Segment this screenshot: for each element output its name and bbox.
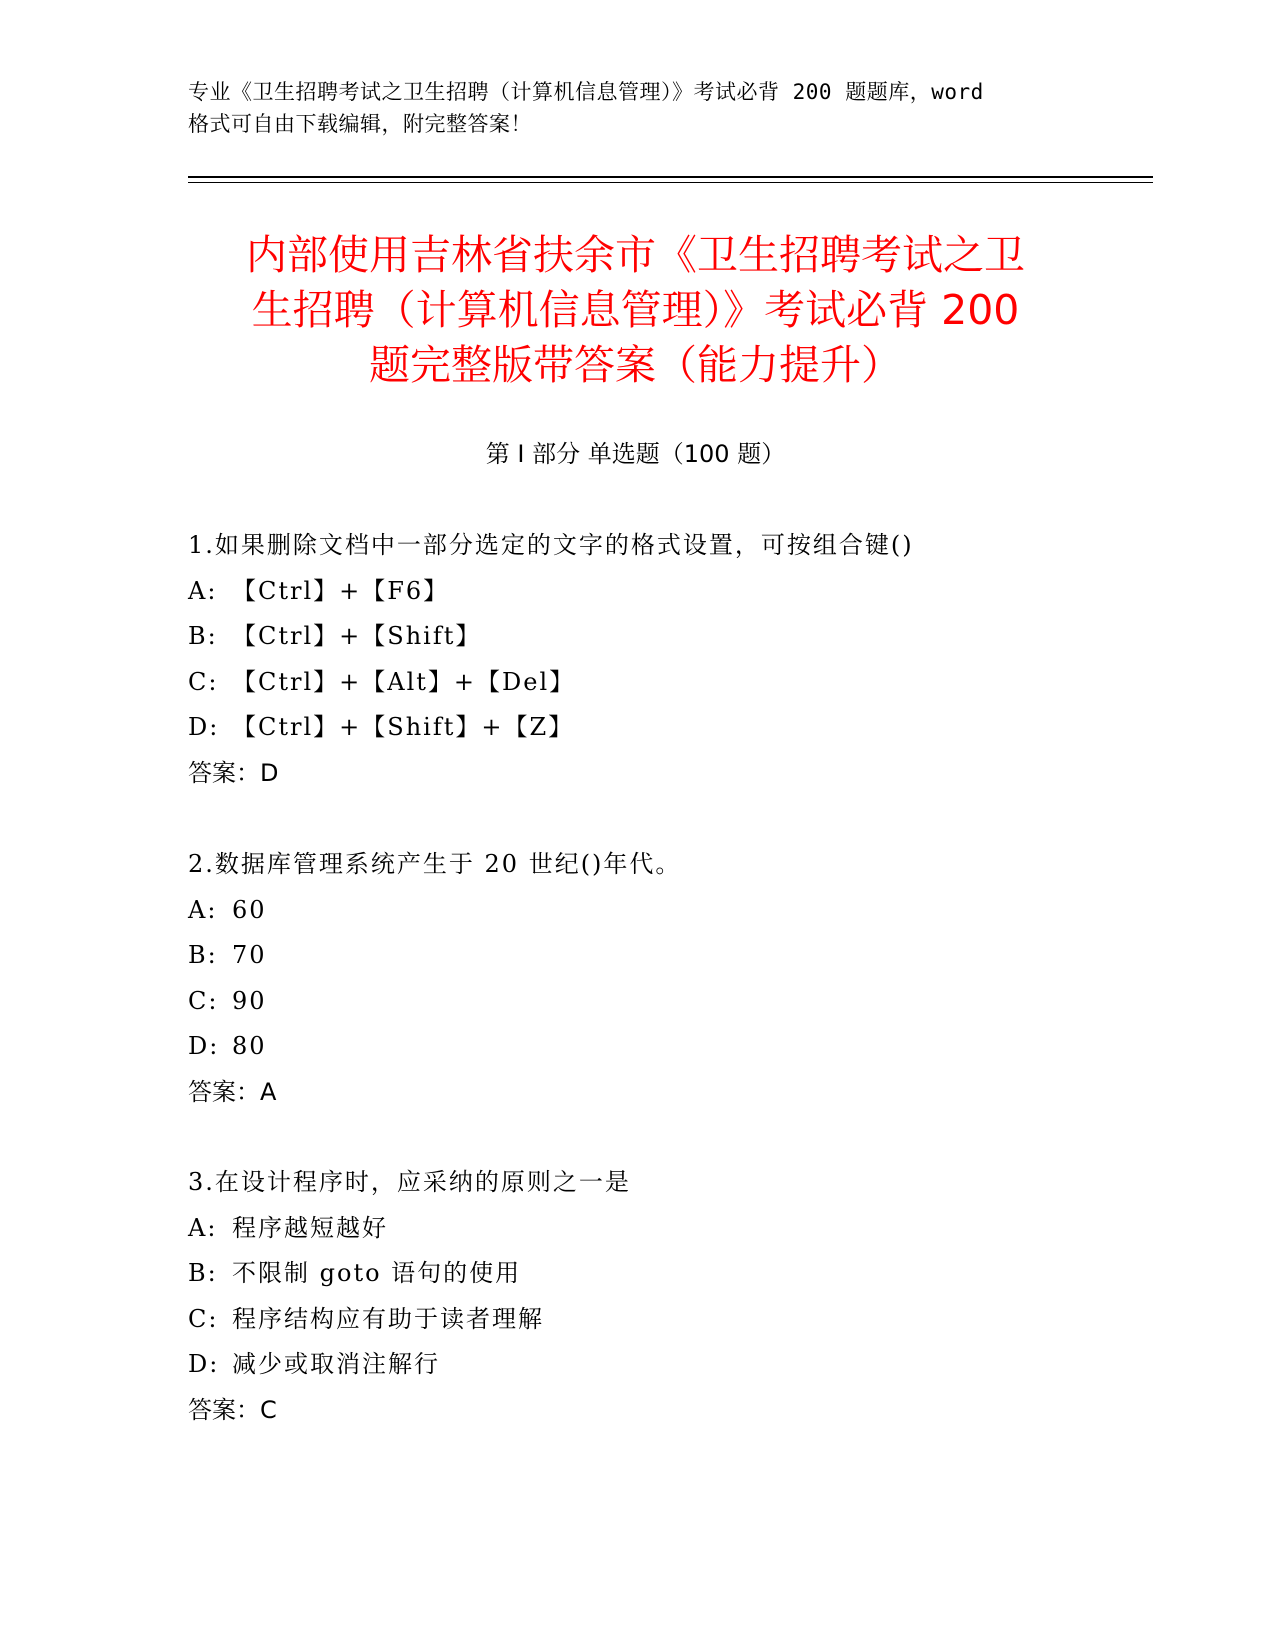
option-text: 70	[232, 941, 267, 969]
answer-text: 答案：D	[188, 758, 279, 787]
question-block	[188, 842, 1138, 1115]
answer-text: 答案：C	[188, 1395, 277, 1424]
option-text: 90	[232, 986, 267, 1015]
option-letter: B:	[188, 941, 218, 969]
option-a	[188, 888, 1138, 934]
document-title	[188, 228, 1083, 393]
document-title-line-2: 生招聘（计算机信息管理）》考试必背 200	[251, 286, 1020, 334]
header-divider-thick	[188, 176, 1153, 178]
option-letter: A:	[188, 576, 218, 605]
option-d	[188, 705, 1138, 751]
question-text: 2.数据库管理系统产生于 20 世纪()年代。	[188, 850, 682, 878]
option-a	[188, 569, 1138, 615]
option-letter: A:	[188, 1213, 218, 1242]
option-b	[188, 933, 1138, 979]
question-text: 3.在设计程序时，应采纳的原则之一是	[188, 1168, 631, 1196]
option-letter: B:	[188, 622, 218, 650]
header-divider-thin	[188, 182, 1153, 183]
option-letter: D:	[188, 1032, 220, 1060]
question-block	[188, 523, 1138, 796]
question-block	[188, 1160, 1138, 1433]
option-letter: A:	[188, 895, 218, 924]
option-text: 不限制 goto 语句的使用	[232, 1259, 522, 1287]
option-letter: C:	[188, 667, 219, 696]
option-text: 【Ctrl】+【F6】	[232, 576, 450, 605]
option-letter: B:	[188, 1259, 218, 1287]
option-c	[188, 979, 1138, 1025]
option-text: 【Ctrl】+【Shift】+【Z】	[232, 713, 575, 741]
option-letter: D:	[188, 713, 220, 741]
option-letter: C:	[188, 986, 219, 1015]
document-title-line-3: 题完整版带答案（能力提升）	[369, 341, 902, 389]
header-note-line-1: 专业《卫生招聘考试之卫生招聘（计算机信息管理）》考试必背 200 题题库，word	[188, 80, 984, 104]
option-b	[188, 614, 1138, 660]
section-title: 第 I 部分 单选题（100 题）	[485, 440, 786, 468]
option-a	[188, 1206, 1138, 1252]
document-title-line-1: 内部使用吉林省扶余市《卫生招聘考试之卫	[246, 231, 1025, 279]
option-d	[188, 1024, 1138, 1070]
option-c	[188, 1297, 1138, 1343]
option-letter: D:	[188, 1350, 220, 1378]
option-text: 60	[232, 895, 267, 924]
option-text: 程序结构应有助于读者理解	[232, 1304, 544, 1333]
option-b	[188, 1251, 1138, 1297]
option-text: 【Ctrl】+【Alt】+【Del】	[232, 667, 576, 696]
question-text: 1.如果删除文档中一部分选定的文字的格式设置，可按组合键()	[188, 531, 914, 559]
header-note	[188, 76, 1088, 140]
option-c	[188, 660, 1138, 706]
option-d	[188, 1342, 1138, 1388]
option-text: 【Ctrl】+【Shift】	[232, 622, 482, 650]
option-text: 减少或取消注解行	[232, 1350, 440, 1378]
option-text: 80	[232, 1032, 267, 1060]
option-text: 程序越短越好	[232, 1213, 388, 1242]
option-letter: C:	[188, 1304, 219, 1333]
answer-text: 答案：A	[188, 1077, 277, 1106]
header-note-line-2: 格式可自由下载编辑，附完整答案！	[188, 112, 532, 136]
